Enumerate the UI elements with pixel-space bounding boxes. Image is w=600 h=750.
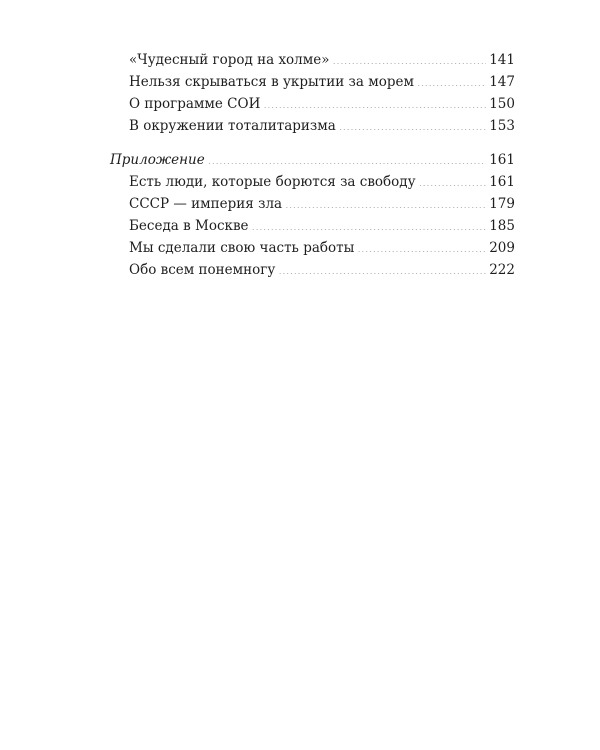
toc-entry	[110, 215, 515, 237]
toc-entry-page: 179	[489, 196, 515, 212]
dot-leader	[417, 73, 486, 87]
toc-entry-title: Беседа в Москве	[129, 218, 249, 234]
toc-entry-page: 150	[489, 96, 515, 112]
toc-entry-title: Есть люди, которые борются за свободу	[129, 174, 416, 190]
dot-leader	[252, 217, 487, 231]
dot-leader	[285, 195, 486, 209]
dot-leader	[357, 239, 486, 253]
toc-entry-title: Мы сделали свою часть работы	[129, 240, 355, 256]
toc-entry	[110, 259, 515, 281]
toc-entry	[110, 171, 515, 193]
toc-entry-page: 161	[489, 174, 515, 190]
toc-entry	[110, 237, 515, 259]
toc-section-title: Приложение	[110, 152, 205, 168]
toc-entry-title: СССР — империя зла	[129, 196, 283, 212]
dot-leader	[333, 51, 487, 65]
toc-entry-page: 147	[489, 74, 515, 90]
toc-entry-title: Обо всем понемногу	[129, 262, 276, 278]
toc-entry	[110, 193, 515, 215]
dot-leader	[339, 117, 486, 131]
dot-leader	[208, 151, 486, 165]
toc-entry	[110, 93, 515, 115]
dot-leader	[419, 173, 487, 187]
toc-entry	[110, 71, 515, 93]
toc-entry-page: 209	[489, 240, 515, 256]
toc-entry-page: 222	[489, 262, 515, 278]
toc-entry-page: 153	[489, 118, 515, 134]
toc-section-page: 161	[489, 152, 515, 168]
toc-entry-page: 185	[489, 218, 515, 234]
dot-leader	[263, 95, 486, 109]
table-of-contents	[110, 49, 515, 281]
toc-entry-page: 141	[489, 52, 515, 68]
toc-entry-title: Нельзя скрываться в укрытии за морем	[129, 74, 414, 90]
toc-entry	[110, 49, 515, 71]
toc-entry	[110, 115, 515, 137]
toc-entry-title: «Чудесный город на холме»	[129, 52, 330, 68]
toc-section-heading	[110, 149, 515, 171]
toc-entry-title: О программе СОИ	[129, 96, 261, 112]
dot-leader	[278, 261, 486, 275]
toc-entry-title: В окружении тоталитаризма	[129, 118, 336, 134]
